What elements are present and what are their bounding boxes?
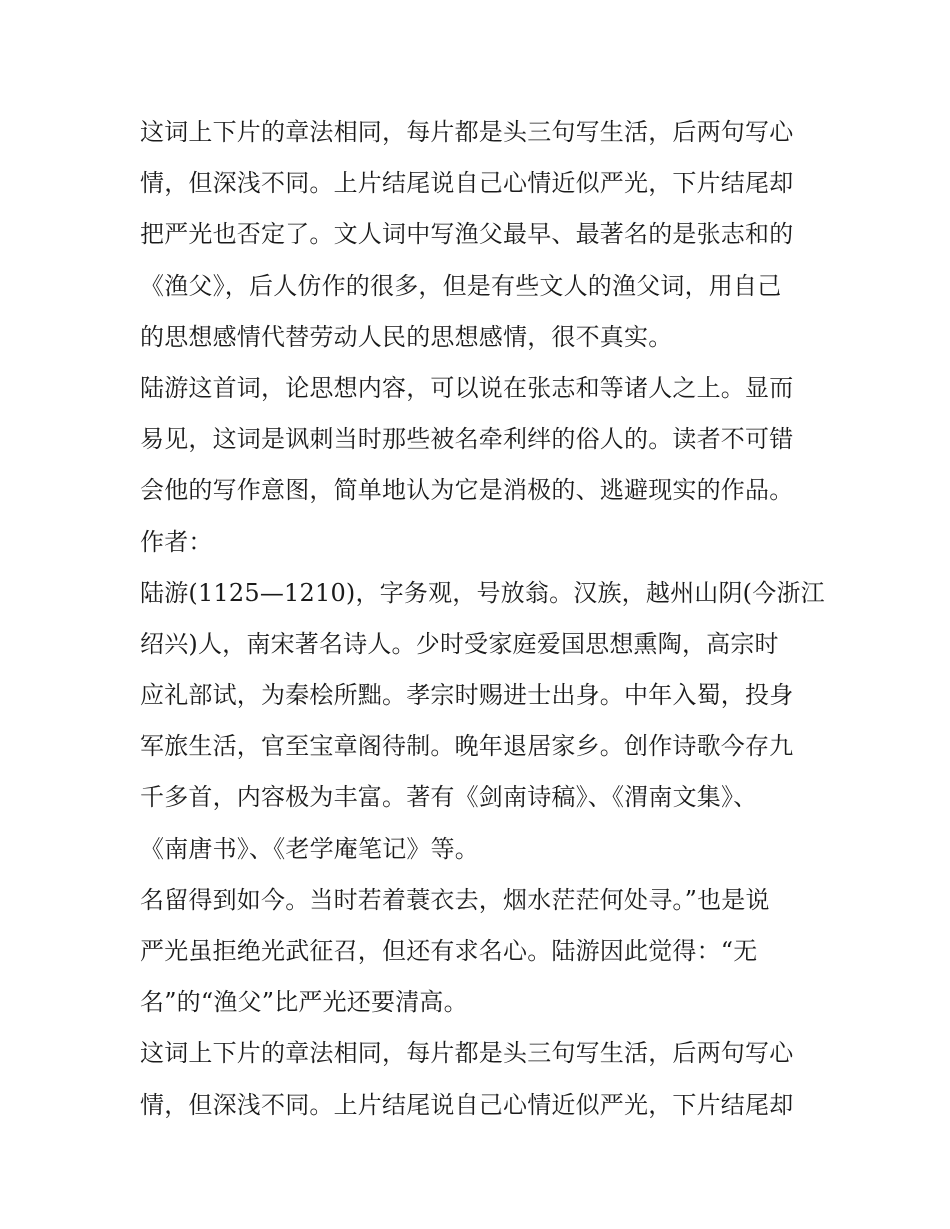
text-line: 情，但深浅不同。上片结尾说自己心情近似严光，下片结尾却: [140, 169, 794, 198]
text-line: 《渔父》，后人仿作的很多，但是有些文人的渔父词，用自己: [140, 271, 782, 300]
text-line: 会他的写作意图，简单地认为它是消极的、逃避现实的作品。: [140, 476, 794, 505]
text-line: 军旅生活，官至宝章阁待制。晚年退居家乡。创作诗歌今存九: [140, 732, 794, 761]
text-line: 严光虽拒绝光武征召，但还有求名心。陆游因此觉得：“无: [140, 937, 758, 965]
text-line: 易见，这词是讽刺当时那些被名牵利绊的俗人的。读者不可错: [140, 425, 794, 454]
text-line: 陆游(1125—1210)，字务观，号放翁。汉族，越州山阴(今浙江: [140, 578, 825, 607]
text-block: [140, 107, 830, 1131]
text-line: 名”的“渔父”比严光还要清高。: [140, 988, 468, 1017]
text-line: 情，但深浅不同。上片结尾说自己心情近似严光，下片结尾却: [140, 1090, 794, 1119]
text-line: 绍兴)人，南宋著名诗人。少时受家庭爱国思想熏陶，高宗时: [140, 629, 779, 658]
section-label-author: 作者：: [140, 527, 213, 556]
text-line: 这词上下片的章法相同，每片都是头三句写生活，后两句写心: [140, 118, 794, 146]
text-line: 应礼部试，为秦桧所黜。孝宗时赐进士出身。中年入蜀，投身: [140, 681, 794, 710]
text-line: 名留得到如今。当时若着蓑衣去，烟水茫茫何处寻。”也是说: [140, 885, 770, 914]
text-line: 《南唐书》、《老学庵笔记》等。: [140, 834, 479, 863]
text-line: 陆游这首词，论思想内容，可以说在张志和等诸人之上。显而: [140, 373, 794, 402]
text-line: 千多首，内容极为丰富。著有《剑南诗稿》、《渭南文集》、: [140, 783, 758, 812]
text-line: 的思想感情代替劳动人民的思想感情，很不真实。: [140, 322, 673, 351]
text-line: 这词上下片的章法相同，每片都是头三句写生活，后两句写心: [140, 1039, 794, 1068]
text-line: 把严光也否定了。文人词中写渔父最早、最著名的是张志和的: [140, 220, 794, 249]
